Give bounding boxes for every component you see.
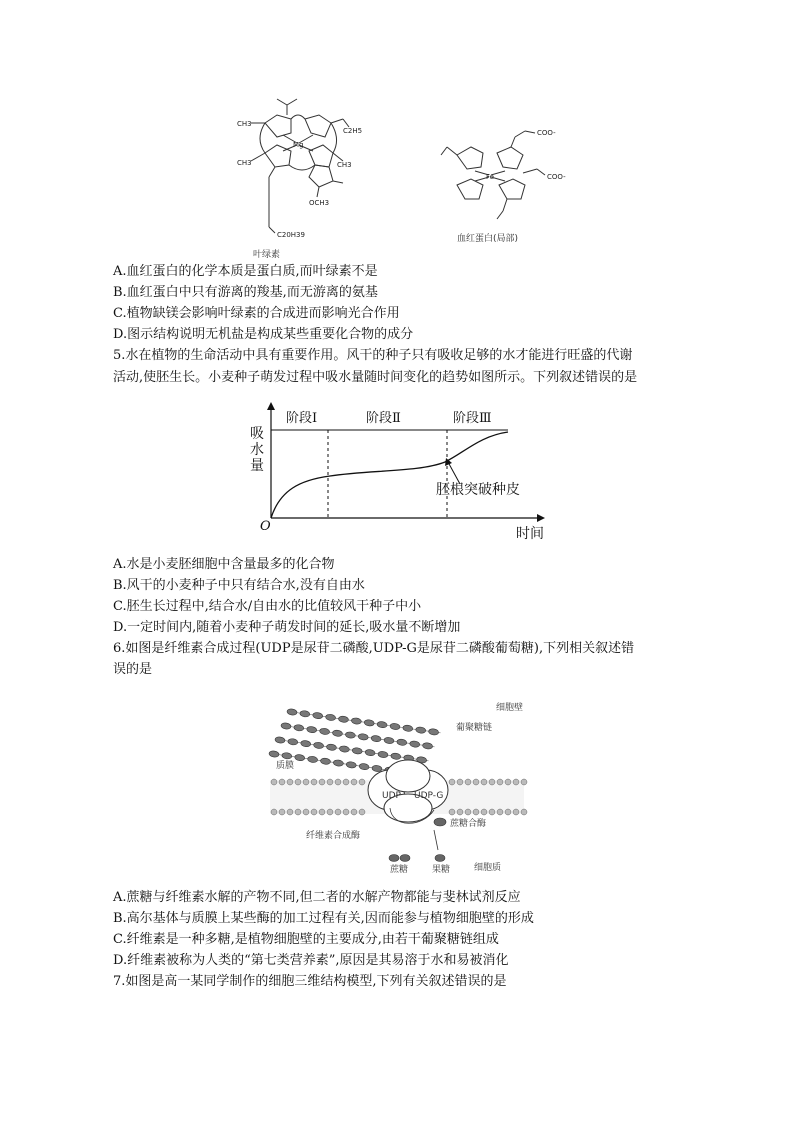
glucan-chain-label: 葡聚糖链 — [456, 723, 493, 733]
sucrose-synthase — [434, 818, 446, 826]
fe-label: Fe — [486, 173, 494, 181]
fructose-label: 果糖 — [432, 865, 451, 873]
stage-2-label: 阶段Ⅱ — [366, 411, 401, 426]
ch3-label-1: CH3 — [237, 120, 252, 128]
y-axis-arrow — [267, 402, 275, 410]
cell-wall-label: 细胞壁 — [496, 703, 524, 713]
fructose-molecule — [435, 855, 445, 862]
udp-label: UDP — [382, 791, 401, 801]
udpg-label: UDP-G — [414, 791, 444, 801]
c20h39-label: C20H39 — [277, 231, 305, 239]
y-axis-label-char: 水 — [250, 442, 264, 458]
q6-option-c: C.纤维素是一种多糖,是植物细胞壁的主要成分,由若干葡聚糖链组成 — [113, 932, 499, 947]
q5-option-b: B.风干的小麦种子中只有结合水,没有自由水 — [113, 578, 365, 593]
coo-label-2: COO- — [547, 173, 566, 181]
mg-label: Mg — [293, 141, 304, 149]
annotation-arrow — [448, 462, 460, 484]
q4-option-a: A.血红蛋白的化学本质是蛋白质,而叶绿素不是 — [113, 264, 378, 279]
y-axis-label-char: 吸 — [250, 426, 264, 442]
water-absorption-chart — [240, 400, 560, 545]
cellulose-synthesis-figure — [262, 698, 532, 873]
x-axis-label: 时间 — [516, 526, 544, 542]
stage-3-label: 阶段Ⅲ — [453, 411, 492, 426]
chlorophyll-structure — [251, 99, 349, 233]
q5-option-c: C.胚生长过程中,结合水/自由水的比值较风干种子中小 — [113, 599, 422, 614]
stage-1-label: 阶段Ⅰ — [286, 411, 318, 426]
plasma-membrane-label: 质膜 — [276, 761, 295, 771]
chemical-structures-figure — [225, 95, 585, 260]
y-axis-label — [250, 426, 264, 474]
y-axis-label-char: 量 — [250, 458, 264, 474]
coo-label-1: COO- — [537, 129, 556, 137]
q5-stem-line2: 活动,使胚生长。小麦种子萌发过程中吸水量随时间变化的趋势如图所示。下列叙述错误的是 — [113, 370, 638, 385]
q4-option-d: D.图示结构说明无机盐是构成某些重要化合物的成分 — [113, 327, 414, 342]
sucrose-molecule — [389, 855, 410, 862]
q7-stem: 7.如图是高一某同学制作的细胞三维结构模型,下列有关叙述错误的是 — [113, 974, 507, 989]
q5-stem-line1: 5.水在植物的生命活动中具有重要作用。风干的种子只有吸收足够的水才能进行旺盛的代谢 — [113, 348, 633, 363]
cellulose-synthase-label: 纤维素合成酶 — [306, 831, 361, 841]
q6-option-b: B.高尔基体与质膜上某些酶的加工过程有关,因而能参与植物细胞壁的形成 — [113, 911, 534, 926]
q6-option-a: A.蔗糖与纤维素水解的产物不同,但二者的水解产物都能与斐林试剂反应 — [113, 890, 521, 905]
q6-stem-line1: 6.如图是纤维素合成过程(UDP是尿苷二磷酸,UDP-G是尿苷二磷酸葡萄糖),下列相关叙述错 — [113, 641, 635, 656]
sucrose-synthase-label: 蔗糖合酶 — [450, 819, 487, 829]
hemoglobin-caption: 血红蛋白(局部) — [457, 234, 519, 244]
q6-option-d: D.纤维素被称为人类的“第七类营养素”,原因是其易溶于水和易被消化 — [113, 953, 509, 968]
x-axis-arrow — [537, 514, 545, 522]
q4-option-c: C.植物缺镁会影响叶绿素的合成进而影响光合作用 — [113, 306, 400, 321]
q5-option-d: D.一定时间内,随着小麦种子萌发时间的延长,吸水量不断增加 — [113, 620, 461, 635]
origin-label: O — [260, 519, 271, 534]
q5-option-a: A.水是小麦胚细胞中含量最多的化合物 — [113, 557, 335, 572]
q6-stem-line2: 误的是 — [113, 662, 153, 677]
sucrose-label: 蔗糖 — [390, 865, 409, 873]
fructose-arrow — [434, 830, 438, 850]
ch3-label-3: CH3 — [337, 161, 352, 169]
q4-option-b: B.血红蛋白中只有游离的羧基,而无游离的氨基 — [113, 285, 378, 300]
chlorophyll-caption: 叶绿素 — [253, 250, 281, 260]
c2h5-label: C2H5 — [343, 127, 363, 135]
ch3-label-2: CH3 — [237, 159, 252, 167]
cytoplasm-label: 细胞质 — [474, 863, 502, 873]
och3-label: OCH3 — [309, 199, 330, 207]
water-absorption-curve — [271, 432, 508, 518]
annotation-label: 胚根突破种皮 — [436, 482, 520, 498]
